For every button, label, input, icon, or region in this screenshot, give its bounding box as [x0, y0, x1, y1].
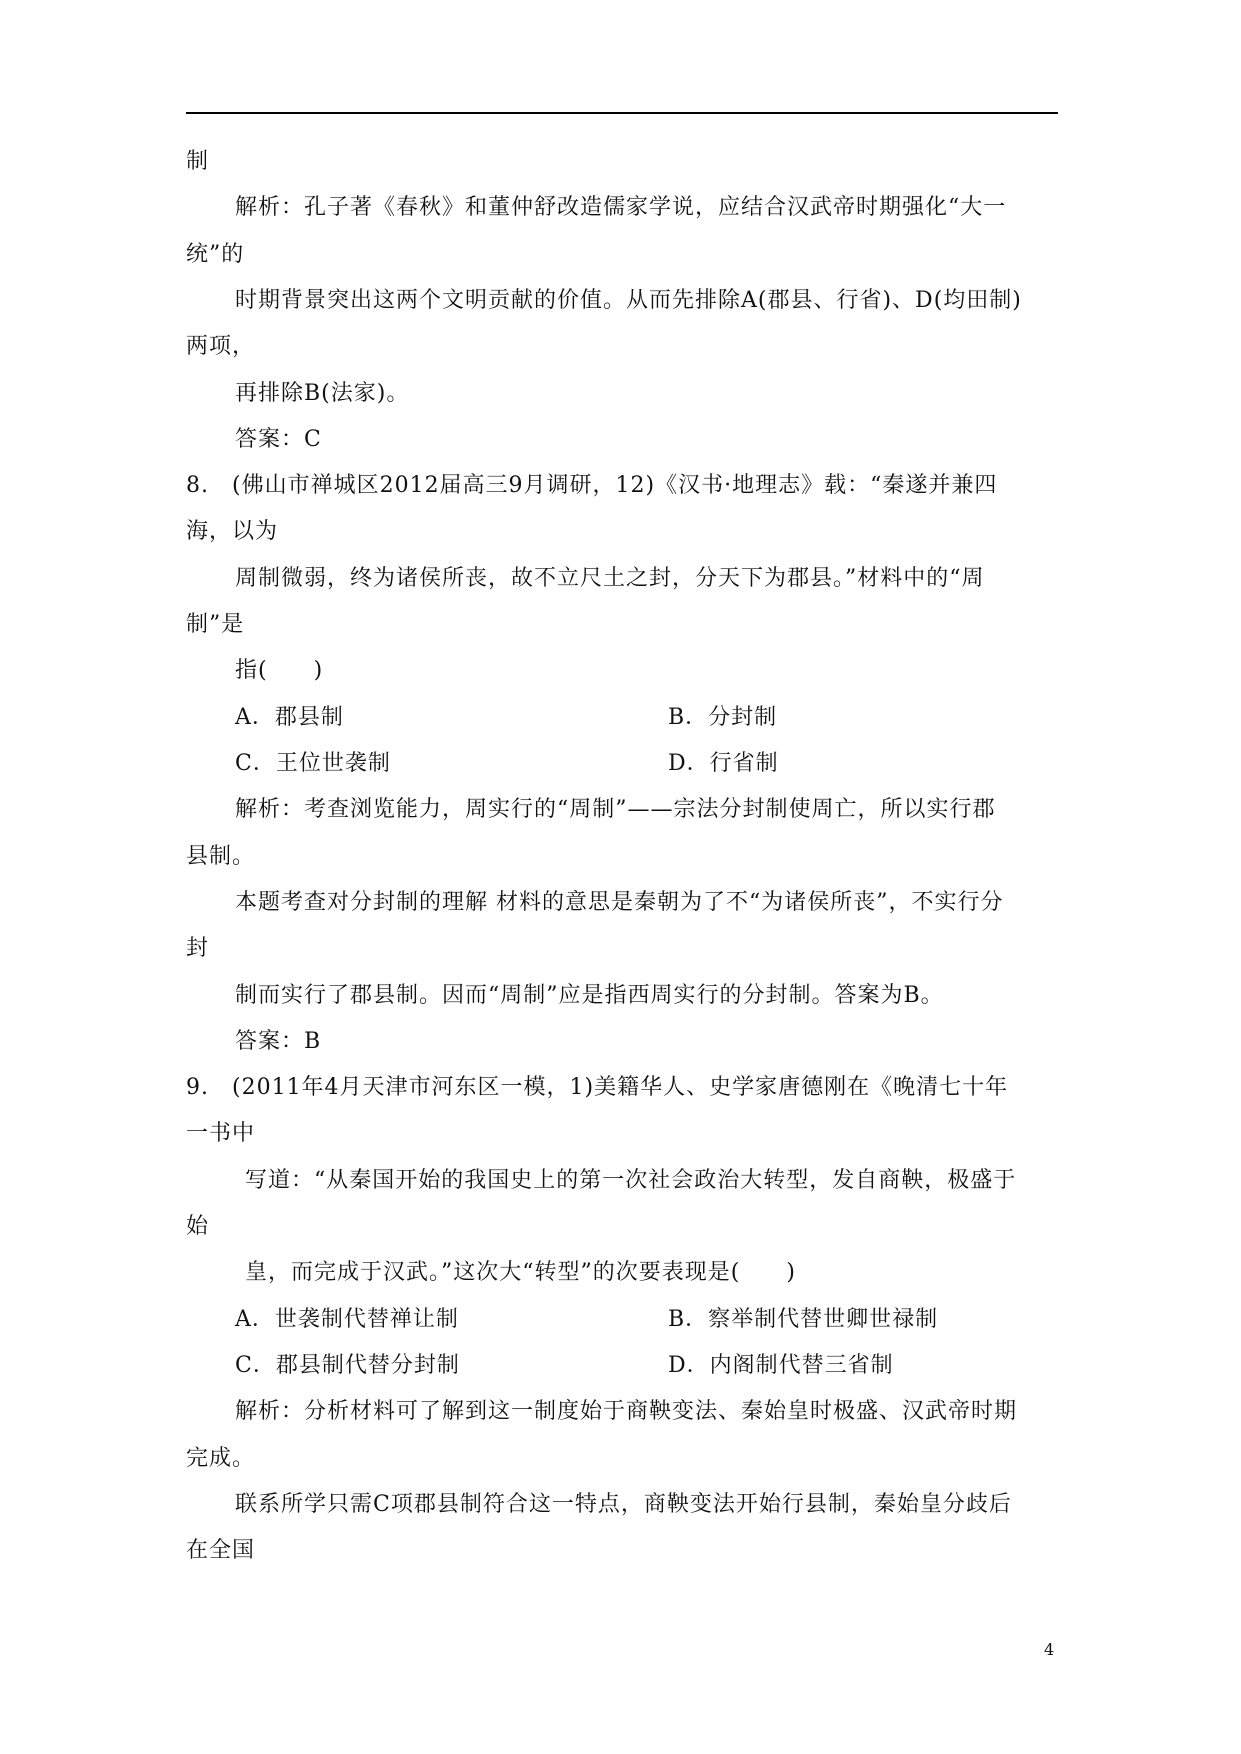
- header-rule: [186, 112, 1058, 114]
- explanation-line: 解析：孔子著《春秋》和董仲舒改造儒家学说，应结合汉武帝时期强化“大一: [235, 195, 1007, 220]
- text-line: 县制。: [186, 844, 256, 869]
- text-line: 完成。: [186, 1446, 256, 1471]
- option-a: A．郡县制: [235, 705, 344, 730]
- option-c: C．郡县制代替分封制: [235, 1353, 460, 1378]
- text-line: 海，以为: [186, 519, 279, 544]
- text-line: 制: [186, 149, 210, 174]
- text-line: 封: [186, 936, 210, 961]
- option-a: A．世袭制代替禅让制: [235, 1307, 459, 1332]
- explanation-line: 解析：考查浏览能力，周实行的“周制”——宗法分封制使周亡，所以实行郡: [235, 797, 996, 822]
- answer-line: 答案：C: [235, 427, 322, 452]
- option-b: B．分封制: [668, 705, 778, 730]
- option-d: D．内阁制代替三省制: [668, 1353, 894, 1378]
- question-9: 9. (2011年4月天津市河东区一模，1)美籍华人、史学家唐德刚在《晚清七十年: [186, 1075, 1009, 1100]
- text-line: 周制微弱，终为诸侯所丧，故不立尺土之封，分天下为郡县。”材料中的“周: [235, 566, 985, 591]
- text-line: 指( ): [235, 658, 324, 683]
- text-line: 再排除B(法家)。: [235, 381, 410, 406]
- answer-line: 答案：B: [235, 1029, 322, 1054]
- option-d: D．行省制: [668, 751, 779, 776]
- option-c: C．王位世袭制: [235, 751, 391, 776]
- text-line: 本题考查对分封制的理解 材料的意思是秦朝为了不“为诸侯所丧”，不实行分: [235, 890, 1004, 915]
- text-line: 皇，而完成于汉武。”这次大“转型”的次要表现是( ): [245, 1260, 796, 1285]
- page-number: 4: [1044, 1640, 1055, 1659]
- text-line: 两项，: [186, 334, 256, 359]
- text-line: 统”的: [186, 242, 245, 267]
- text-line: 写道：“从秦国开始的我国史上的第一次社会政治大转型，发自商鞅，极盛于: [245, 1168, 1017, 1193]
- text-line: 制而实行了郡县制。因而“周制”应是指西周实行的分封制。答案为B。: [235, 983, 944, 1008]
- option-b: B．察举制代替世卿世禄制: [668, 1307, 939, 1332]
- text-line: 始: [186, 1214, 210, 1239]
- explanation-line: 解析：分析材料可了解到这一制度始于商鞅变法、秦始皇时极盛、汉武帝时期: [235, 1399, 1018, 1424]
- text-line: 一书中: [186, 1121, 256, 1146]
- text-line: 制”是: [186, 612, 245, 637]
- question-8: 8. (佛山市禅城区2012届高三9月调研，12)《汉书·地理志》载：“秦遂并兼四: [186, 473, 998, 498]
- text-line: 联系所学只需C项郡县制符合这一特点，商鞅变法开始行县制，秦始皇分歧后: [235, 1492, 1012, 1517]
- text-line: 在全国: [186, 1538, 256, 1563]
- text-line: 时期背景突出这两个文明贡献的价值。从而先排除A(郡县、行省)、D(均田制): [235, 288, 1022, 313]
